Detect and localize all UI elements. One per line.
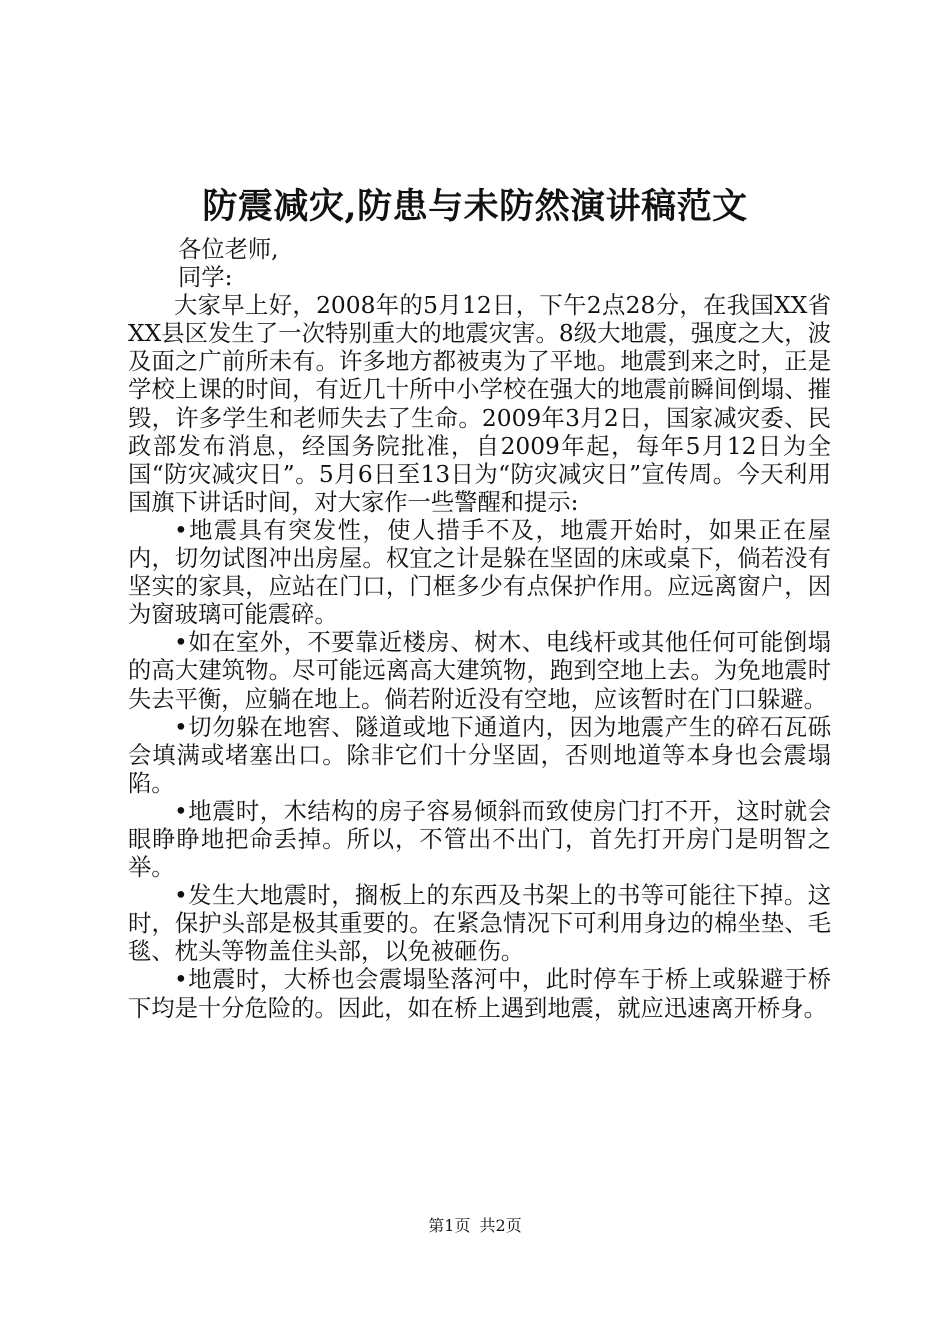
- document-title: 防震减灾,防患与未防然演讲稿范文: [202, 186, 748, 227]
- paragraph-tip-outdoors: •如在室外，不要靠近楼房、树木、电线杆或其他任何可能倒塌的高大建筑物。尽可能远离高大建筑物，跑到空地上去。为免地震时失去平衡，应躺在地上。倘若附近没有空地，应该暂时在门口躲避。: [128, 629, 831, 713]
- paragraph-tip-open-door: •地震时，木结构的房子容易倾斜而致使房门打不开，这时就会眼睁睁地把命丢掉。所以，不管出不出门，首先打开房门是明智之举。: [128, 797, 831, 882]
- paragraph-tip-indoors: •地震具有突发性，使人措手不及，地震开始时，如果正在屋内，切勿试图冲出房屋。权宜之计是躲在坚固的床或桌下，倘若没有坚实的家具，应站在门口，门框多少有点保护作用。应远离窗户，因为窗玻璃可能震碎。: [128, 516, 831, 629]
- page-total: 共2页: [479, 1216, 522, 1235]
- document-body: [128, 236, 831, 1023]
- page-footer: [0, 1216, 950, 1236]
- salutation-line-1: 各位老师,: [178, 236, 279, 263]
- page-number: 第1页: [428, 1216, 471, 1235]
- paragraph-tip-bridge: •地震时，大桥也会震塌坠落河中，此时停车于桥上或躲避于桥下均是十分危险的。因此，如在桥上遇到地震，就应迅速离开桥身。: [128, 966, 831, 1022]
- salutation-line-2: 同学:: [178, 264, 233, 292]
- paragraph-intro: 大家早上好，2008年的5月12日，下午2点28分，在我国XX省XX县区发生了一次特别重大的地震灾害。8级大地震，强度之大，波及面之广前所未有。许多地方都被夷为了平地。地震到来之时，正是学校上课的时间，有近几十所中小学校在强大的地震前瞬间倒塌、摧毁，许多学生和老师失去了生命。2009年3月2日，国家减灾委、民政部发布消息，经国务院批准，自2009年起，每年5月12日为全国“防灾减灾日”。5月6日至13日为“防灾减灾日”宣传周。今天利用国旗下讲话时间，对大家作一些警醒和提示:: [128, 292, 831, 516]
- paragraph-tip-underground: •切勿躲在地窖、隧道或地下通道内，因为地震产生的碎石瓦砾会填满或堵塞出口。除非它们十分坚固，否则地道等本身也会震塌陷。: [128, 713, 831, 797]
- paragraph-tip-protect-head: •发生大地震时，搁板上的东西及书架上的书等可能往下掉。这时，保护头部是极其重要的。在紧急情况下可利用身边的棉坐垫、毛毯、枕头等物盖住头部，以免被砸伤。: [128, 882, 831, 966]
